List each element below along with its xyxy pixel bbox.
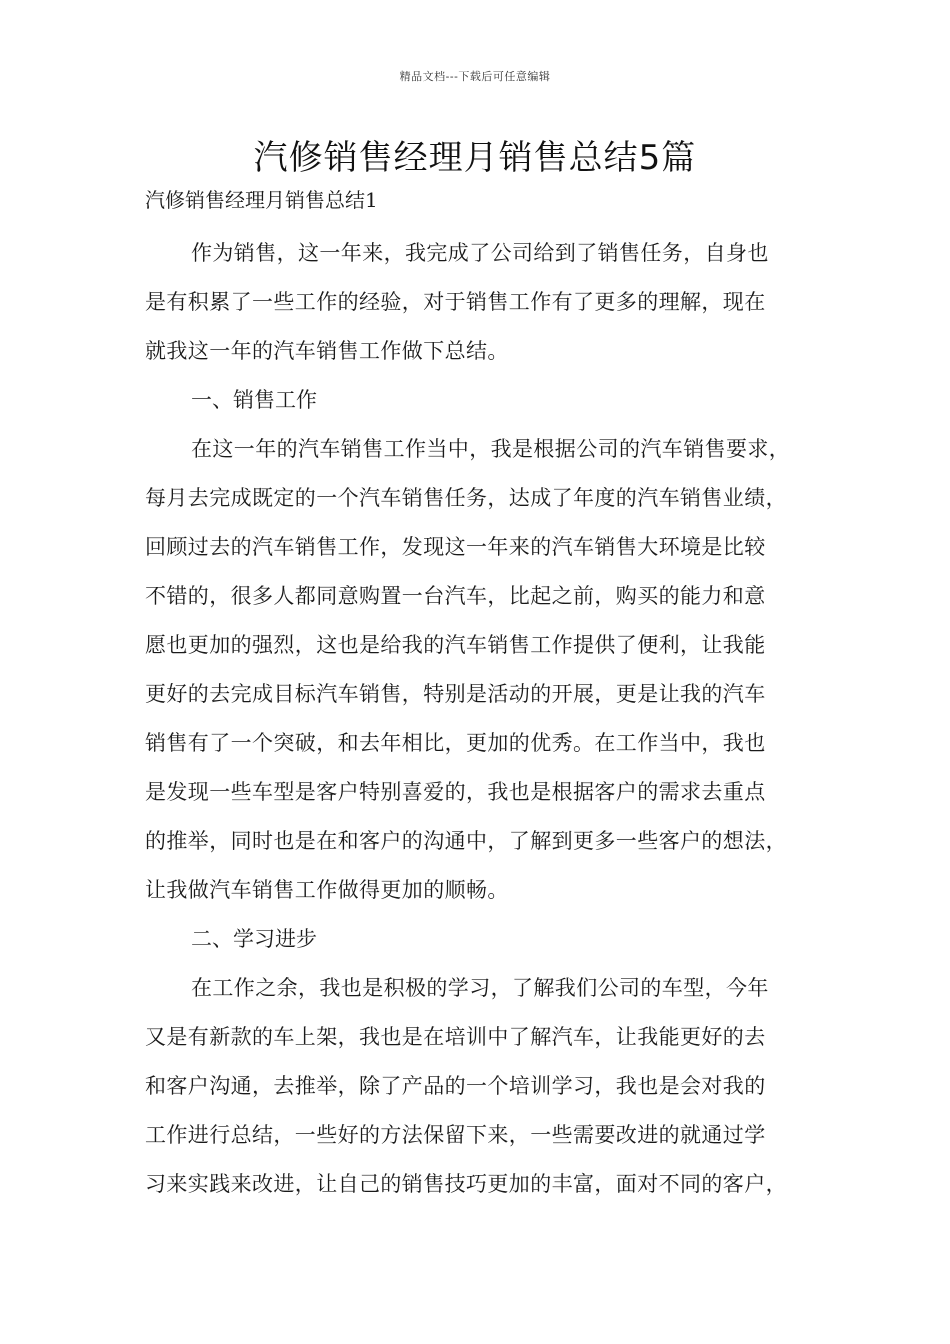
paragraph-line: 在工作之余，我也是积极的学习，了解我们公司的车型，今年	[191, 976, 769, 1000]
paragraph-line: 愿也更加的强烈，这也是给我的汽车销售工作提供了便利，让我能	[145, 633, 766, 657]
paragraph-line: 工作进行总结，一些好的方法保留下来，一些需要改进的就通过学	[145, 1123, 766, 1147]
heading-sales-work: 一、销售工作	[191, 388, 317, 412]
heading-learning-progress: 二、学习进步	[191, 927, 317, 951]
paragraph-line: 就我这一年的汽车销售工作做下总结。	[145, 339, 509, 363]
paragraph-line: 更好的去完成目标汽车销售，特别是活动的开展，更是让我的汽车	[145, 682, 766, 706]
paragraph-line: 在这一年的汽车销售工作当中，我是根据公司的汽车销售要求，	[191, 437, 791, 461]
paragraph-line: 让我做汽车销售工作做得更加的顺畅。	[145, 878, 509, 902]
paragraph-line: 又是有新款的车上架，我也是在培训中了解汽车，让我能更好的去	[145, 1025, 766, 1049]
section-subtitle: 汽修销售经理月销售总结1	[145, 188, 378, 212]
paragraph-line: 和客户沟通，去推举，除了产品的一个培训学习，我也是会对我的	[145, 1074, 766, 1098]
paragraph-line: 的推举，同时也是在和客户的沟通中，了解到更多一些客户的想法，	[145, 829, 787, 853]
paragraph-1	[145, 229, 825, 376]
header-note: 精品文档---下载后可任意编辑	[399, 70, 551, 83]
paragraph-line: 作为销售，这一年来，我完成了公司给到了销售任务，自身也	[191, 241, 769, 265]
paragraph-line: 不错的，很多人都同意购置一台汽车，比起之前，购买的能力和意	[145, 584, 766, 608]
paragraph-line: 习来实践来改进，让自己的销售技巧更加的丰富，面对不同的客户，	[145, 1172, 787, 1196]
paragraph-2	[145, 425, 825, 915]
document-title: 汽修销售经理月销售总结5篇	[253, 138, 697, 178]
paragraph-line: 是有积累了一些工作的经验，对于销售工作有了更多的理解，现在	[145, 290, 766, 314]
paragraph-line: 每月去完成既定的一个汽车销售任务，达成了年度的汽车销售业绩，	[145, 486, 787, 510]
paragraph-3	[145, 964, 825, 1209]
paragraph-line: 销售有了一个突破，和去年相比，更加的优秀。在工作当中，我也	[145, 731, 766, 755]
paragraph-line: 是发现一些车型是客户特别喜爱的，我也是根据客户的需求去重点	[145, 780, 766, 804]
document-body	[145, 180, 825, 1209]
paragraph-line: 回顾过去的汽车销售工作，发现这一年来的汽车销售大环境是比较	[145, 535, 766, 559]
